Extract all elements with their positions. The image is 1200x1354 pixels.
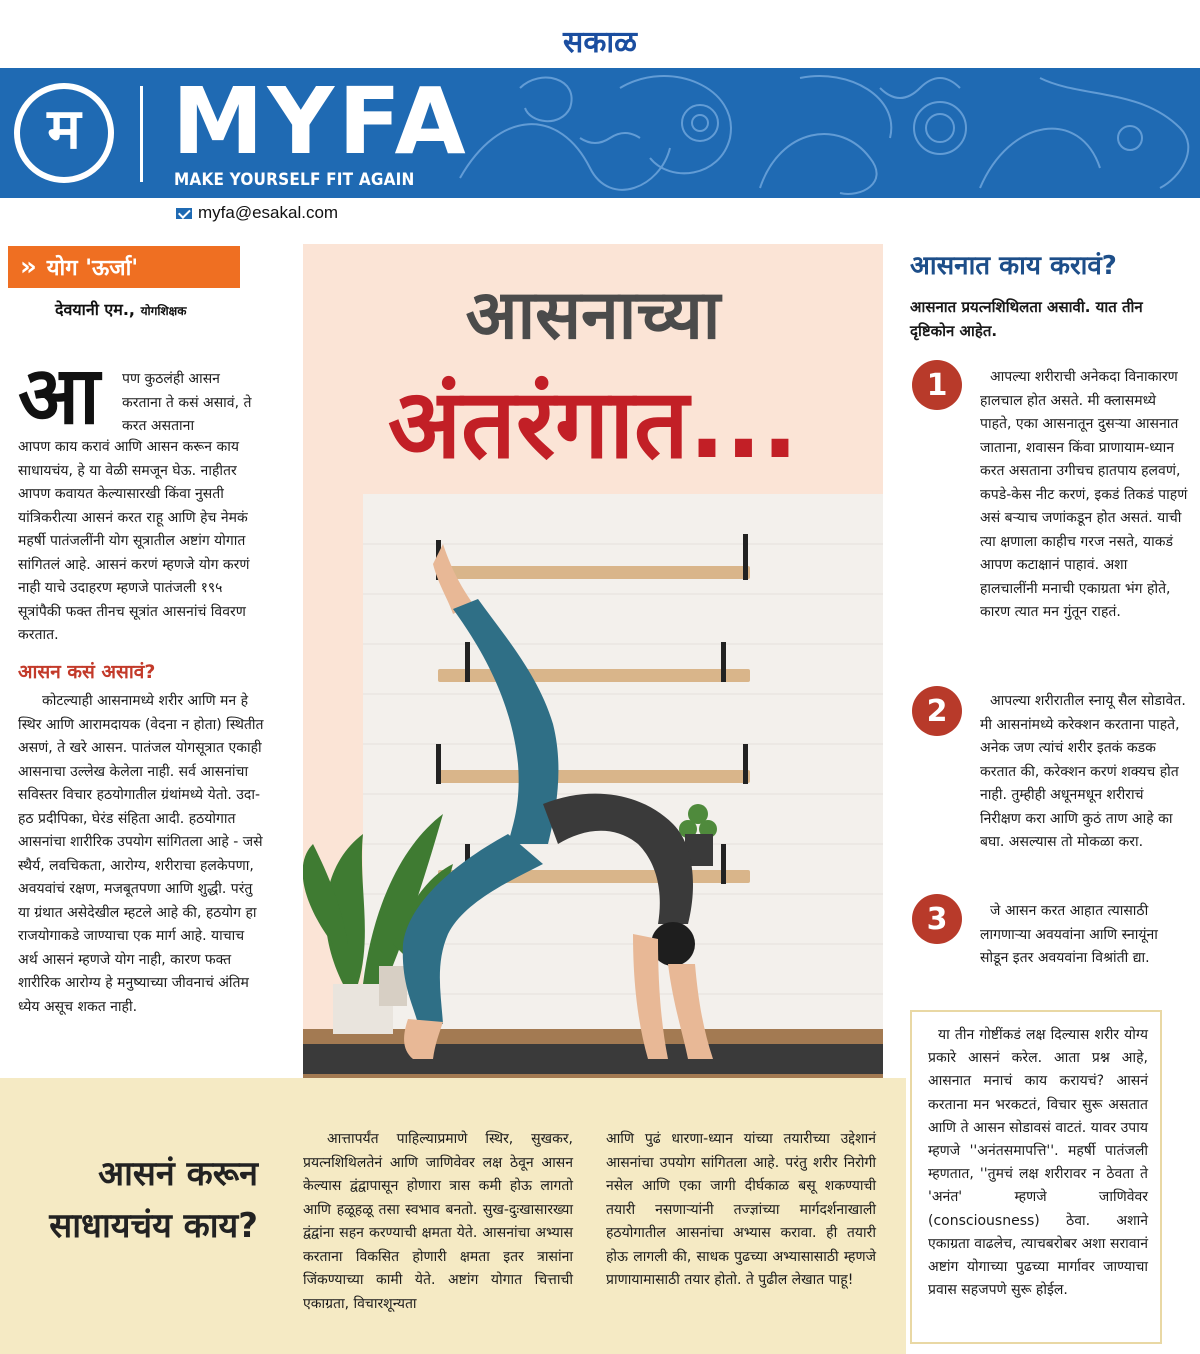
author-name: देवयानी एम. [55, 300, 129, 319]
hero-photo-panel [303, 244, 883, 1100]
brand-title: MYFA [172, 68, 470, 175]
bottom-column-a: आत्तापर्यंत पाहिल्याप्रमाणे स्थिर, सुखकर, प्रयत्नशिथिलतेनं आणि जाणिवेवर लक्ष ठेवून आसन केल्यास द्वंद्वापासून होणारा त्रास कमी होऊ लागतो आणि हळूहळू तसा स्वभाव बनतो. सुख-दुःखासारख्या द्वंद्वांना सहन करण्याची क्षमता येते. आसनांचा अभ्यास करताना विकसित होणारी क्षमता इतर त्रासांना जिंकण्याच्या कामी येते. अष्टांग योगात चित्ताची एकाग्रता, विचारशून्यता [303, 1131, 573, 1312]
column-tag-label: योग 'ऊर्जा' [46, 256, 139, 281]
lede-top-text: पण कुठलंही आसन करताना ते कसं असावं, ते करत असताना [122, 371, 252, 434]
summary-box-text: या तीन गोष्टींकडं लक्ष दिल्यास शरीर योग्य प्रकारे आसनं करेल. आता प्रश्न आहे, आसनात मनाचं काय करायचं? आसनं करताना मन भरकटतं, विचार सुरू असतात आणि ते आसन सोडावसं वाटतं. यावर उपाय म्हणजे ''अनंतसमापत्ति''. महर्षी पातंजली म्हणतात, ''तुमचं लक्ष शरीरावर न ठेवता ते 'अनंत' म्हणजे जाणिवेवर (consciousness) ठेवा. अशाने एकाग्रता वाढलेच, त्याचबरोबर अशा सरावानं अष्टांग योगाच्या पुढच्या मार्गावर जाण्याचा प्रवास सहजपणे सुरू होईल. [928, 1027, 1148, 1299]
point-number-badge: 2 [912, 686, 962, 736]
drop-cap: आ [18, 349, 100, 442]
author-byline: देवयानी एम., योगशिक्षक [55, 300, 187, 319]
point-text-1: आपल्या शरीराची अनेकदा विनाकारण हालचाल होत असते. मी क्लासमध्ये पाहते, एका आसनातून दुसऱ्या आसनात जाताना, शवासन किंवा प्राणायाम-ध्यान करत असताना उगीचच हातपाय हलवणं, कपडे-केस नीट करणं, इकडं तिकडं पाहणं असं बऱ्याच जणांकडून होत असतं. याची त्या क्षणाला काहीच गरज नसते, याकडं आपण कटाक्षानं पाहावं. अशा हालचालींनी मनाची एकाग्रता भंग होते, कारण त्यात मन गुंतून राहतं. [980, 369, 1188, 620]
email-text: myfa@esakal.com [198, 203, 339, 222]
author-role: योगशिक्षक [140, 304, 187, 318]
banner-divider [140, 86, 143, 182]
hero-title-line2: अंतरंगात... [387, 368, 799, 480]
left-body-paragraph: कोटल्याही आसनामध्ये शरीर आणि मन हे स्थिर आणि आरामदायक (वेदना न होता) स्थितीत असणं, ते खरे आसन. पातंजल योगसूत्रात एकाही आसनाचा उल्लेख केलेला नाही. सर्व आसनांचा सविस्तर विचार हठयोगातील ग्रंथांमध्ये येतो. उदा- हठ प्रदीपिका, घेरंड संहिता आदी. हठयोगात आसनांचा शारीरिक उपयोग सांगितला आहे - जसे स्थैर्य, लवचिकता, आरोग्य, शरीराचा हलकेपणा, अवयवांचं रक्षण, मजबूतपणा आणि शुद्धी. परंतु या ग्रंथात असेदेखील म्हटले आहे की, हठयोग हा राजयोगाकडे जाण्याचा एक मार्ग आहे. याचाच अर्थ आसनं म्हणजे योग नाही, कारण फक्त शारीरिक आरोग्य हे मनुष्याच्या जीवनाचं अंतिम ध्येय असूच शकत नाही. [18, 693, 264, 1015]
subheading-asan-kasa: आसन कसं असावं? [18, 661, 156, 683]
point-text-3: जे आसन करत आहात त्यासाठी लागणाऱ्या अवयवांना आणि स्नायूंना सोडून इतर अवयवांना विश्रांती द्या. [980, 903, 1158, 966]
double-chevron-icon: » [20, 252, 37, 282]
logo-glyph: म [47, 97, 81, 162]
floral-pattern-decoration [440, 68, 1200, 198]
myfa-logo [14, 83, 114, 183]
hero-title-line1: आसनाच्या [465, 276, 721, 355]
point-number-badge: 3 [912, 894, 962, 944]
lede-paragraph: आपण काय करावं आणि आसन करून काय साधायचंय, हे या वेळी समजून घेऊ. नाहीतर आपण कवायत केल्यासारखी किंवा नुसती यांत्रिकरीत्या आसनं करत राहू आणि हेच नेमकं महर्षी पातंजलींनी योग सूत्रातील अष्टांग योगात सांगितलं आहे. आसनं करणं म्हणजे योग करणं नाही याचे उदाहरण म्हणजे पातंजली १९५ सूत्रांपैकी फक्त तीनच सूत्रांत आसनांचं विवरण करतात. [18, 439, 250, 643]
contact-email[interactable] [176, 203, 338, 223]
right-lede: आसनात प्रयत्नशिथिलता असावी. यात तीन दृष्टिकोन आहेत. [910, 298, 1143, 340]
column-tag [8, 246, 240, 288]
right-heading: आसनात काय करावं? [910, 251, 1117, 281]
bottom-question-heading: आसनं करून साधायचंय काय? [49, 1154, 258, 1246]
point-text-2: आपल्या शरीरातील स्नायू सैल सोडावेत. मी आसनांमध्ये करेक्शन करताना पाहते, अनेक जण त्यांचं शरीर इतकं कडक करतात की, करेक्शन करणं शक्यच होत नाही. तुम्हीही अधूनमधून शरीराचं निरीक्षण करा आणि कुठं ताण आहे का बघा. असल्यास तो मोकळा करा. [980, 693, 1186, 850]
mail-icon [176, 208, 192, 219]
newspaper-masthead: सकाळ [563, 25, 637, 60]
bottom-column-b: आणि पुढं धारणा-ध्यान यांच्या तयारीच्या उद्देशानं आसनांचा उपयोग सांगितला आहे. परंतु शरीर निरोगी नसेल आणि एका जागी दीर्घकाळ बसू शकण्याची तयारी नसणाऱ्यांनी तज्ज्ञांच्या मार्गदर्शनाखाली हठयोगातील आसनांचा अभ्यास करावा. ही तयारी होऊ लागली की, साधक पुढच्या अभ्यासासाठी म्हणजे प्राणायामासाठी तयार होतो. ते पुढील लेखात पाहू! [606, 1131, 876, 1288]
brand-tagline: MAKE YOURSELF FIT AGAIN [174, 170, 415, 190]
point-number-badge: 1 [912, 360, 962, 410]
